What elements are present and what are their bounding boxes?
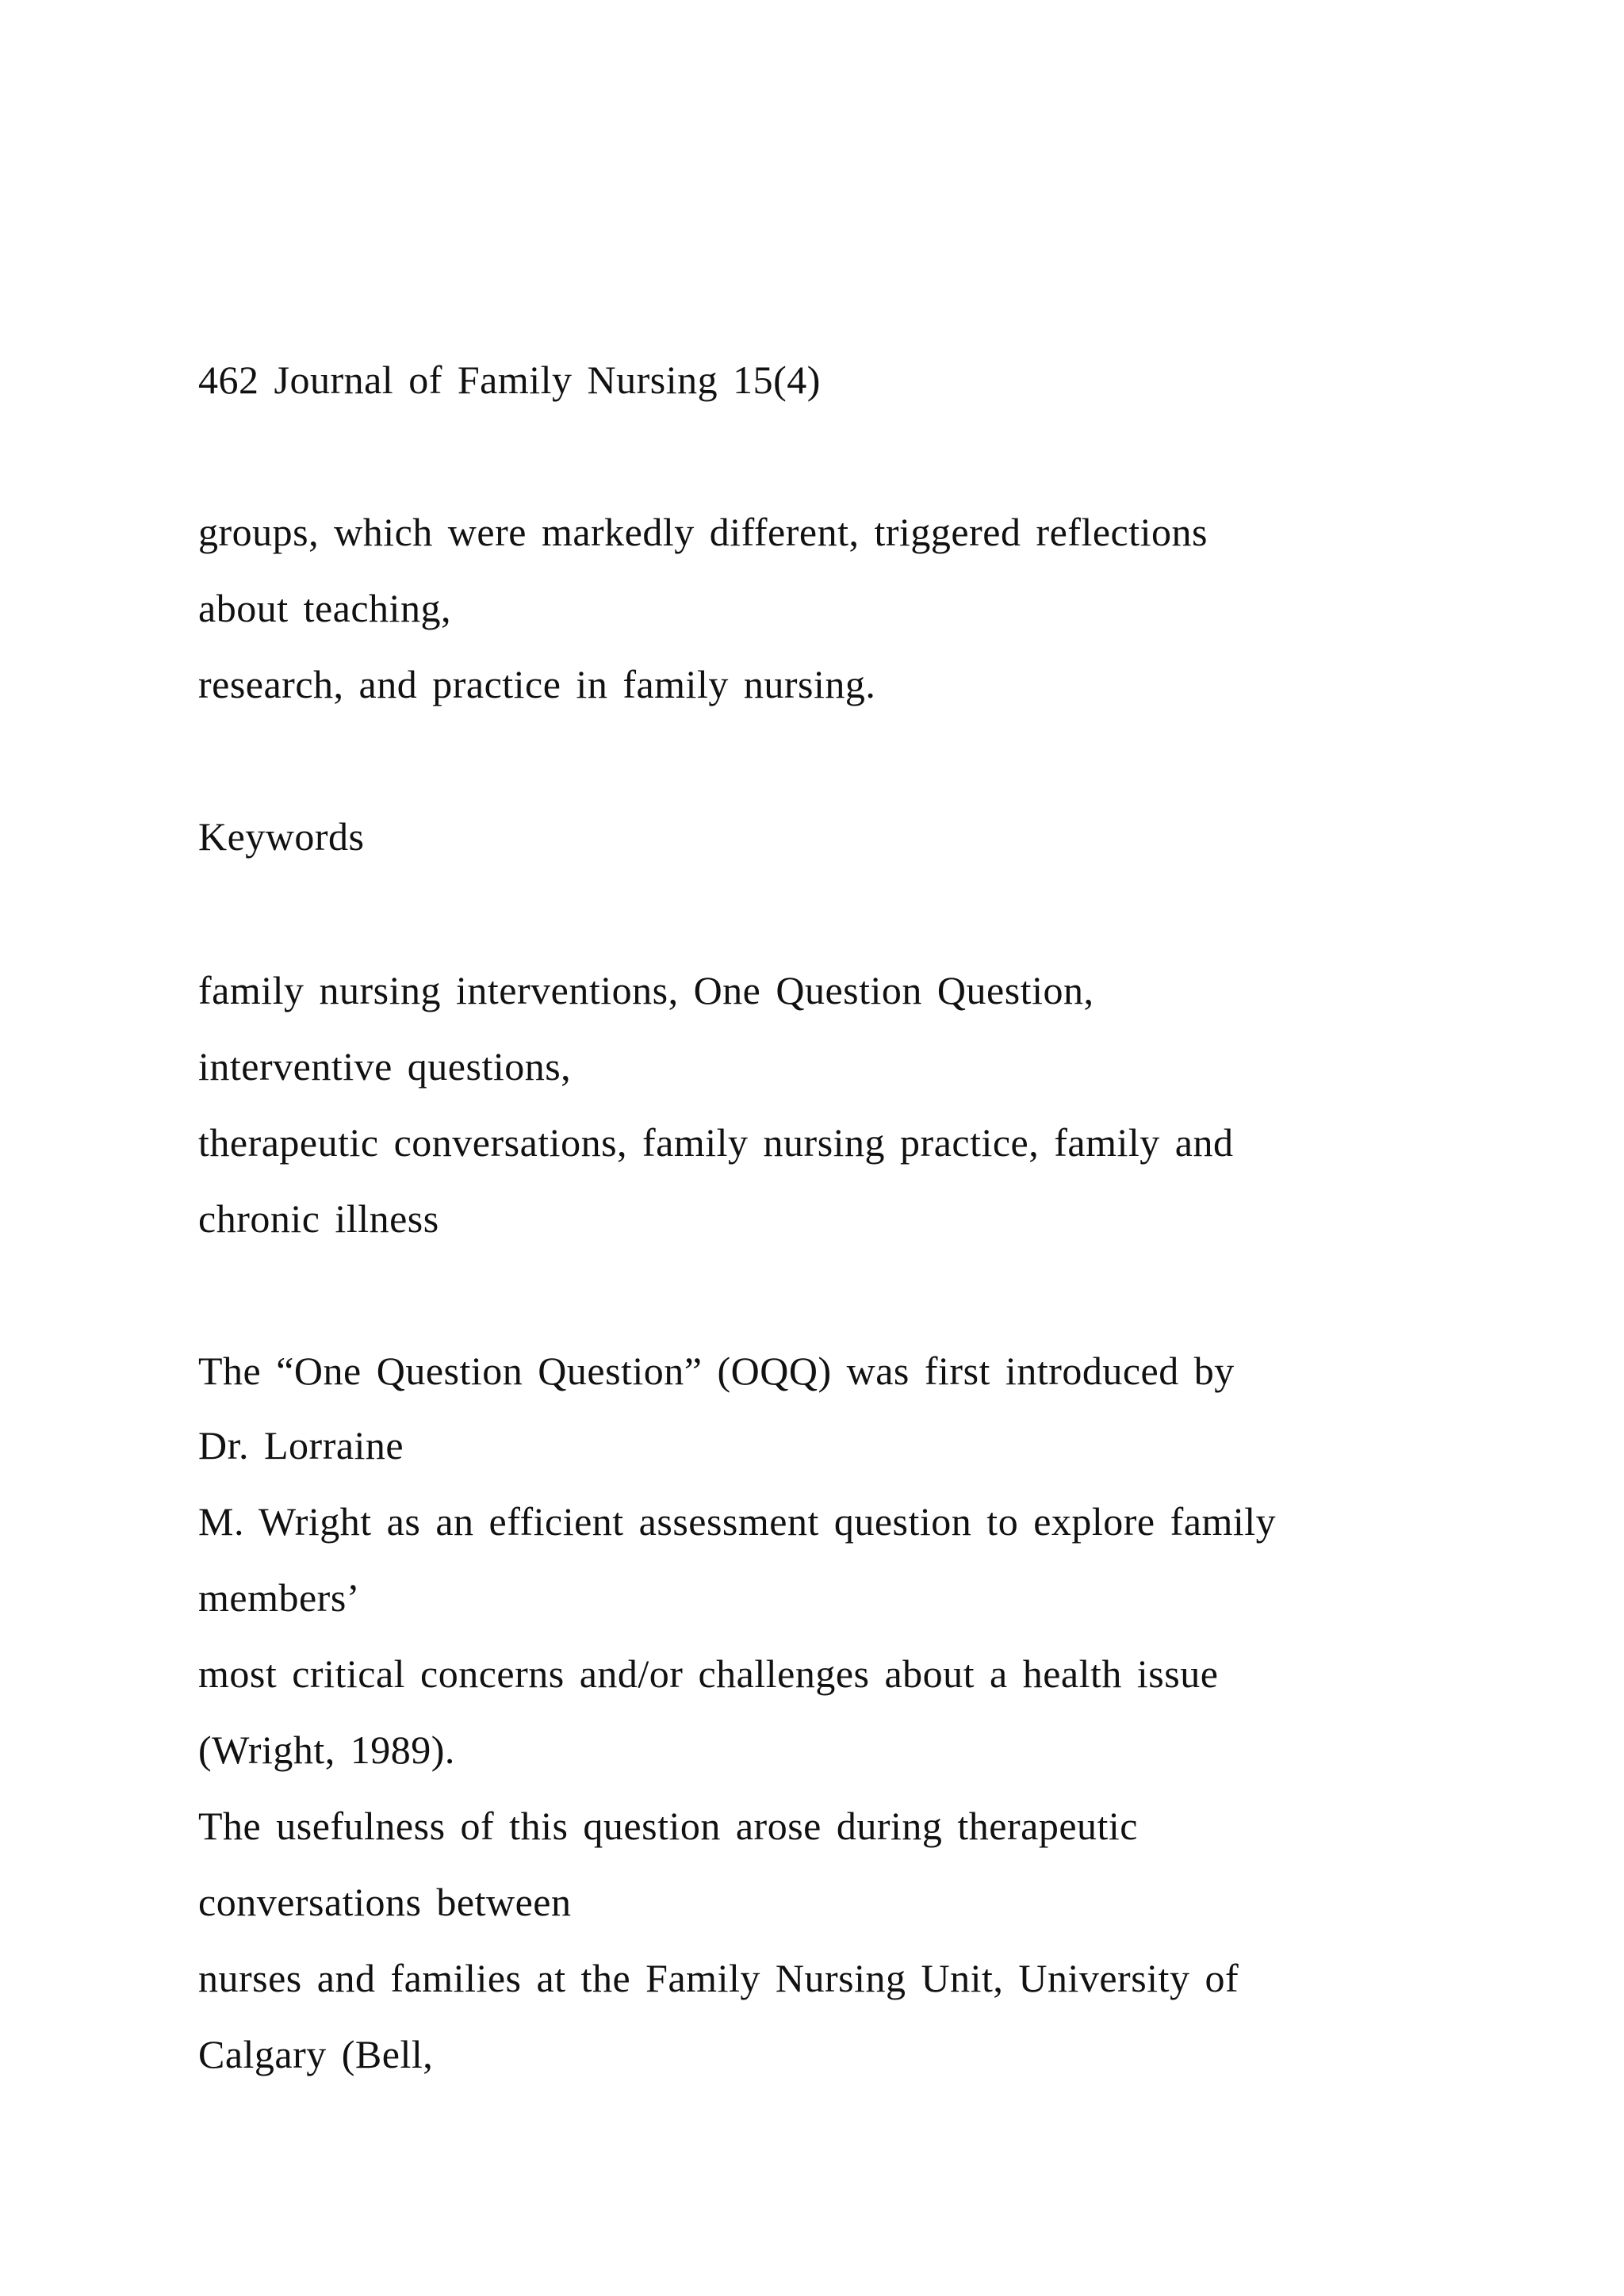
body-line: The usefulness of this question arose during therapeutic [198,1804,1138,1848]
keywords-line: therapeutic conversations, family nursing practice, family and [198,1120,1234,1165]
body-line: Dr. Lorraine [198,1423,404,1468]
body-line: M. Wright as an efficient assessment question to explore family [198,1499,1277,1544]
body-line: members’ [198,1575,360,1620]
body-line: Calgary (Bell, [198,2032,434,2076]
body-line: (Wright, 1989). [198,1728,455,1772]
body-line: most critical concerns and/or challenges about a health issue [198,1651,1219,1696]
keywords-heading: Keywords [198,814,365,859]
keywords-line: interventive questions, [198,1044,572,1089]
body-line: conversations between [198,1880,572,1924]
keywords-line: family nursing interventions, One Question Question, [198,968,1094,1012]
abstract-line: groups, which were markedly different, triggered reflections [198,510,1208,554]
running-head: 462 Journal of Family Nursing 15(4) [198,358,821,402]
abstract-line: about teaching, [198,586,451,630]
body-line: The “One Question Question” (OQQ) was first introduced by [198,1349,1235,1393]
keywords-line: chronic illness [198,1196,439,1241]
body-line: nurses and families at the Family Nursing Unit, University of [198,1956,1239,2000]
abstract-line: research, and practice in family nursing. [198,662,876,706]
